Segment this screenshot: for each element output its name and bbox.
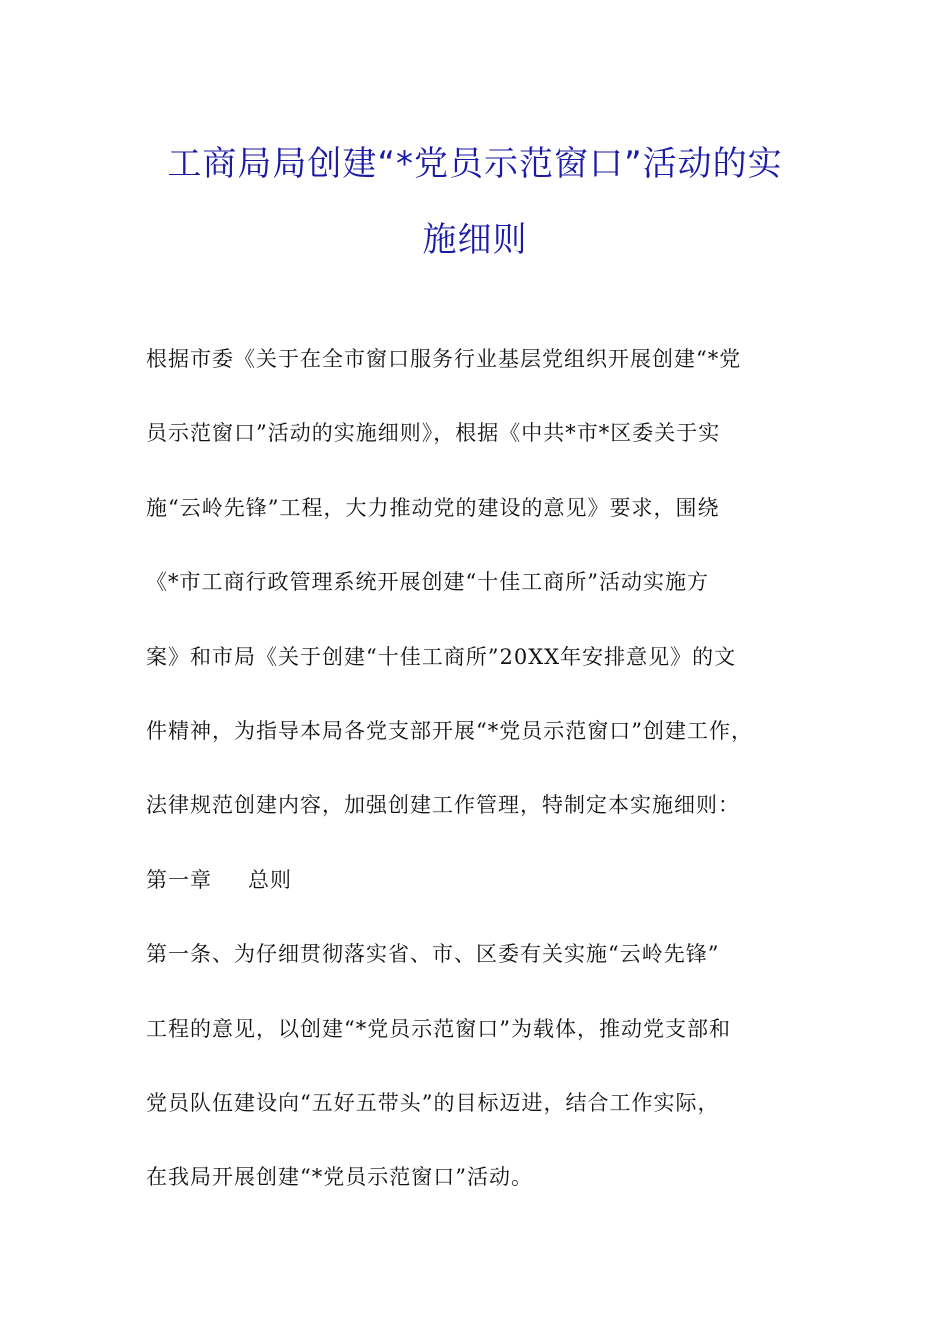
intro-paragraph-line: 员示范窗口”活动的实施细则》，根据《中共*市*区委关于实 bbox=[146, 421, 721, 446]
chapter-heading bbox=[146, 859, 818, 933]
document-title bbox=[120, 126, 830, 278]
intro-paragraph-line: 根据市委《关于在全市窗口服务行业基层党组织开展创建“*党 bbox=[146, 347, 742, 371]
intro-paragraph-line: 案》和市局《关于创建“十佳工商所”20XX年安排意见》的文 bbox=[146, 644, 737, 669]
article-line: 工程的意见，以创建“*党员示范窗口”为载体，推动党支部和 bbox=[146, 1016, 731, 1041]
title-line-2: 施细则 bbox=[422, 220, 528, 260]
article-line: 党员队伍建设向“五好五带头”的目标迈进，结合工作实际， bbox=[146, 1090, 720, 1115]
chapter-name: 总则 bbox=[248, 867, 292, 892]
intro-paragraph-line: 件精神，为指导本局各党支部开展“*党员示范窗口”创建工作， bbox=[146, 718, 753, 743]
article-line: 第一条、为仔细贯彻落实省、市、区委有关实施“云岭先锋” bbox=[146, 942, 720, 967]
title-line-1: 工商局局创建“*党员示范窗口”活动的实 bbox=[167, 144, 783, 184]
chapter-number: 第一章 bbox=[146, 867, 212, 892]
intro-paragraph-line: 施“云岭先锋”工程，大力推动党的建设的意见》要求，围绕 bbox=[146, 495, 720, 520]
intro-paragraph-line: 《*市工商行政管理系统开展创建“十佳工商所”活动实施方 bbox=[146, 570, 709, 595]
document-body bbox=[146, 338, 818, 1231]
intro-paragraph-line: 法律规范创建内容，加强创建工作管理，特制定本实施细则： bbox=[146, 793, 740, 818]
article-line: 在我局开展创建“*党员示范窗口”活动。 bbox=[146, 1165, 533, 1190]
